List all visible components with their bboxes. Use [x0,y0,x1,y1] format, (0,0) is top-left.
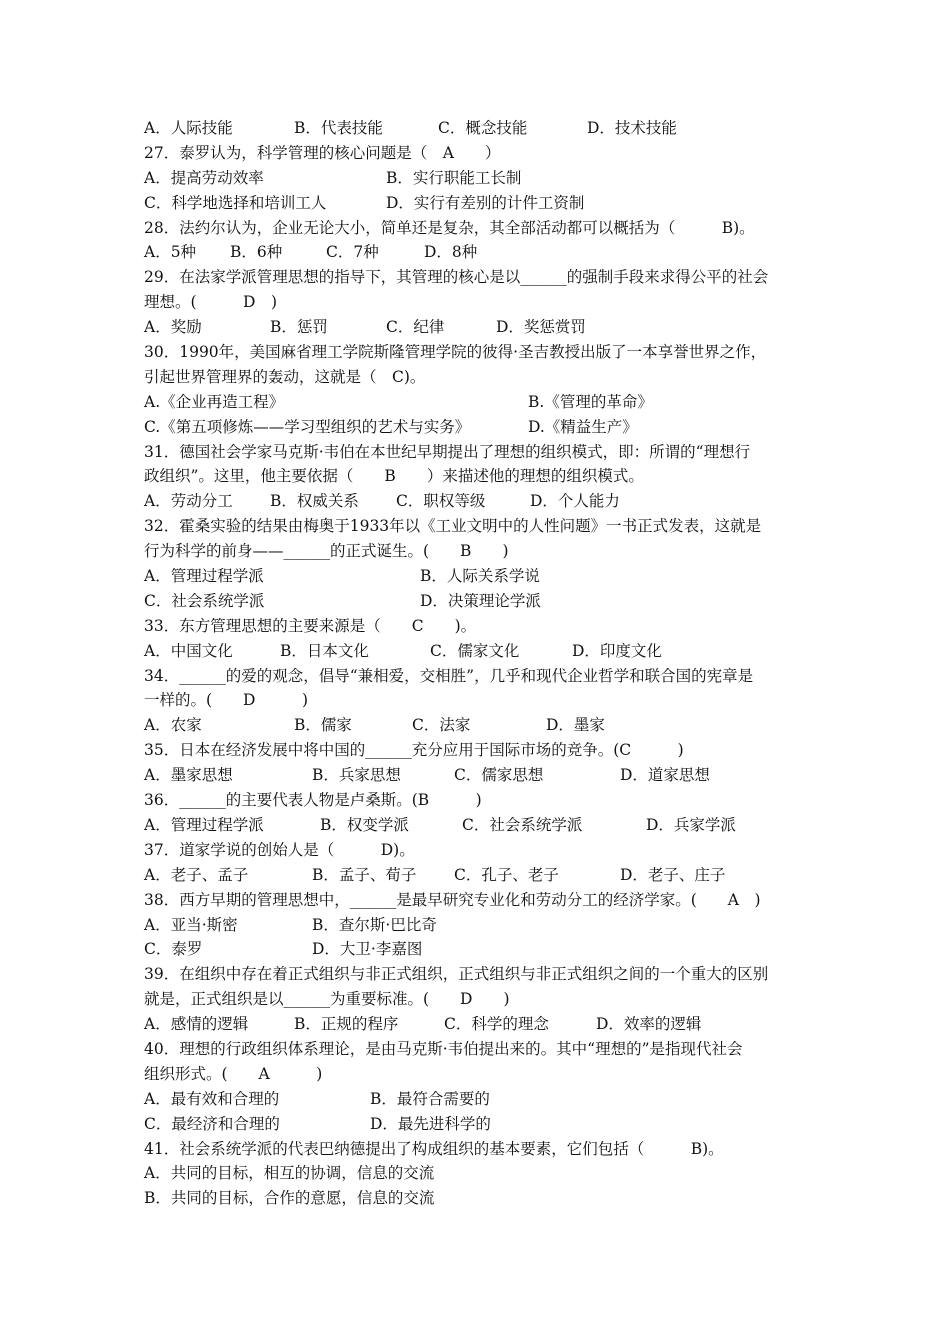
answer-option: B．兵家思想 [312,766,401,785]
answer-option: A．劳动分工 [144,492,233,511]
answer-option: D．8种 [424,243,478,262]
question-text-line [144,216,814,241]
answer-option: A．亚当·斯密 [144,915,238,934]
answer-option: A．农家 [144,716,202,735]
answer-option: A．中国文化 [144,641,233,660]
answer-option: B．孟子、荀子 [312,865,417,884]
question-text-line [144,141,814,166]
line-text: 41．社会系统学派的代表巴纳德提出了构成组织的基本要素，它们包括（ B)。 [144,1139,724,1158]
line-text: 38．西方早期的管理思想中，______是最早研究专业化和劳动分工的经济学家。( A ) [144,890,761,909]
line-text: 34．______的爱的观念，倡导“兼相爱，交相胜”，几乎和现代企业哲学和联合国的宪章是 [144,666,754,685]
question-text-line [144,738,814,763]
answer-option: A．5种 [144,243,197,262]
line-text: 就是，正式组织是以______为重要标准。( D ) [144,990,510,1009]
line-text: 40．理想的行政组织体系理论，是由马克斯·韦伯提出来的。其中“理想的”是指现代社会 [144,1039,743,1058]
question-document [144,116,814,1211]
question-text-line [144,614,814,639]
question-text-line [144,688,814,713]
answer-option: A．管理过程学派 [144,567,264,586]
line-text: A．共同的目标，相互的协调，信息的交流 [144,1164,435,1183]
answer-options-line [144,1087,814,1112]
answer-option: C．社会系统学派 [462,815,583,834]
answer-option: C．泰罗 [144,940,203,959]
answer-option: B．6种 [230,243,283,262]
question-text-line [144,838,814,863]
answer-option: B．惩罚 [270,318,328,337]
answer-option: B．儒家 [294,716,352,735]
answer-options-line [144,415,814,440]
answer-options-line [144,390,814,415]
answer-options-line [144,116,814,141]
answer-option: D．大卫·李嘉图 [312,940,423,959]
line-text: 28．法约尔认为，企业无论大小，简单还是复杂，其全部活动都可以概括为（ B)。 [144,218,755,237]
answer-options-line [144,589,814,614]
question-text-line [144,265,814,290]
answer-option: D．墨家 [546,716,605,735]
line-text: 27．泰罗认为，科学管理的核心问题是（ A ） [144,143,501,162]
question-text-line [144,888,814,913]
answer-option: C．科学的理念 [444,1015,549,1034]
answer-option: B．权威关系 [270,492,359,511]
answer-option: B.《管理的革命》 [528,392,653,411]
answer-options-line [144,639,814,664]
answer-option: D．兵家学派 [646,815,736,834]
answer-options-line [144,489,814,514]
line-text: 理想。( D ) [144,293,278,312]
answer-option: D．奖惩赏罚 [496,318,586,337]
answer-options-line [144,813,814,838]
line-text: 32．霍桑实验的结果由梅奥于1933年以《工业文明中的人性问题》一书正式发表，这就是 [144,517,762,536]
answer-option: B．日本文化 [280,641,369,660]
answer-option: D．效率的逻辑 [596,1015,702,1034]
answer-option: C．孔子、老子 [454,865,559,884]
answer-option: C．概念技能 [438,119,528,137]
answer-option: D.《精益生产》 [528,417,638,436]
question-text-line [144,514,814,539]
question-text-line [144,464,814,489]
answer-option: D．最先进科学的 [370,1114,491,1133]
answer-option: A．提高劳动效率 [144,168,264,187]
answer-option: D．技术技能 [587,119,677,137]
question-text-line [144,1186,814,1211]
answer-option: D．印度文化 [572,641,662,660]
question-text-line [144,539,814,564]
answer-options-line [144,564,814,589]
answer-options-line [144,913,814,938]
answer-option: A.《企业再造工程》 [144,392,285,411]
answer-option: D．决策理论学派 [420,591,541,610]
answer-options-line [144,937,814,962]
answer-option: B．人际关系学说 [420,567,540,586]
answer-option: B．正规的程序 [294,1015,399,1034]
answer-option: A．最有效和合理的 [144,1089,280,1108]
answer-option: A．墨家思想 [144,766,233,785]
line-text: 组织形式。( A ) [144,1064,323,1083]
line-text: 行为科学的前身——______的正式诞生。( B ) [144,542,509,561]
line-text: 30．1990年，美国麻省理工学院斯隆管理学院的彼得·圣吉教授出版了一本享誉世界之作， [144,343,767,362]
question-text-line [144,962,814,987]
answer-options-line [144,713,814,738]
answer-options-line [144,1012,814,1037]
answer-option: C．7种 [326,243,379,262]
answer-option: D．实行有差别的计件工资制 [386,193,585,212]
line-text: 31．德国社会学家马克斯·韦伯在本世纪早期提出了理想的组织模式，即：所谓的“理想行 [144,442,751,461]
question-text-line [144,664,814,689]
question-text-line [144,365,814,390]
question-text-line [144,440,814,465]
answer-option: A．管理过程学派 [144,815,264,834]
question-text-line [144,340,814,365]
line-text: 政组织”。这里，他主要依据（ B ）来描述他的理想的组织模式。 [144,467,644,486]
answer-options-line [144,763,814,788]
answer-option: B．代表技能 [294,119,383,137]
answer-option: B．实行职能工长制 [386,168,522,187]
answer-option: A．老子、孟子 [144,865,249,884]
answer-option: D．老子、庄子 [620,865,726,884]
answer-option: C.《第五项修炼——学习型组织的艺术与实务》 [144,417,471,436]
line-text: 36．______的主要代表人物是卢桑斯。(B ) [144,791,482,810]
line-text: 39．在组织中存在着正式组织与非正式组织，正式组织与非正式组织之间的一个重大的区别 [144,965,769,984]
line-text: 引起世界管理界的轰动，这就是（ C)。 [144,367,426,386]
question-text-line [144,1137,814,1162]
answer-option: C．纪律 [386,318,445,337]
answer-options-line [144,863,814,888]
line-text: 35．日本在经济发展中将中国的______充分应用于国际市场的竞争。(C ) [144,741,684,760]
line-text: 29．在法家学派管理思想的指导下，其管理的核心是以______的强制手段来求得公平的社会 [144,268,769,287]
question-text-line [144,290,814,315]
line-text: 37．道家学说的创始人是（ D)。 [144,840,415,859]
line-text: 一样的。( D ) [144,691,309,710]
answer-option: A．感情的逻辑 [144,1015,249,1034]
answer-option: C．最经济和合理的 [144,1114,280,1133]
line-text: B．共同的目标，合作的意愿，信息的交流 [144,1189,435,1208]
answer-option: A．人际技能 [144,119,233,137]
question-text-line [144,1062,814,1087]
answer-option: A．奖励 [144,318,202,337]
answer-option: C．社会系统学派 [144,591,265,610]
answer-option: B．最符合需要的 [370,1089,490,1108]
answer-option: B．查尔斯·巴比奇 [312,915,437,934]
answer-option: D．个人能力 [530,492,620,511]
question-text-line [144,987,814,1012]
answer-options-line [144,240,814,265]
answer-options-line [144,1112,814,1137]
question-text-line [144,788,814,813]
answer-options-line [144,191,814,216]
answer-option: C．儒家思想 [454,766,544,785]
answer-option: C．科学地选择和培训工人 [144,193,327,212]
answer-options-line [144,315,814,340]
answer-options-line [144,166,814,191]
answer-option: B．权变学派 [320,815,409,834]
question-text-line [144,1037,814,1062]
line-text: 33．东方管理思想的主要来源是（ C )。 [144,616,477,635]
answer-option: C．儒家文化 [430,641,520,660]
answer-option: C．法家 [412,716,471,735]
answer-option: C．职权等级 [396,492,486,511]
question-text-line [144,1161,814,1186]
answer-option: D．道家思想 [620,766,710,785]
